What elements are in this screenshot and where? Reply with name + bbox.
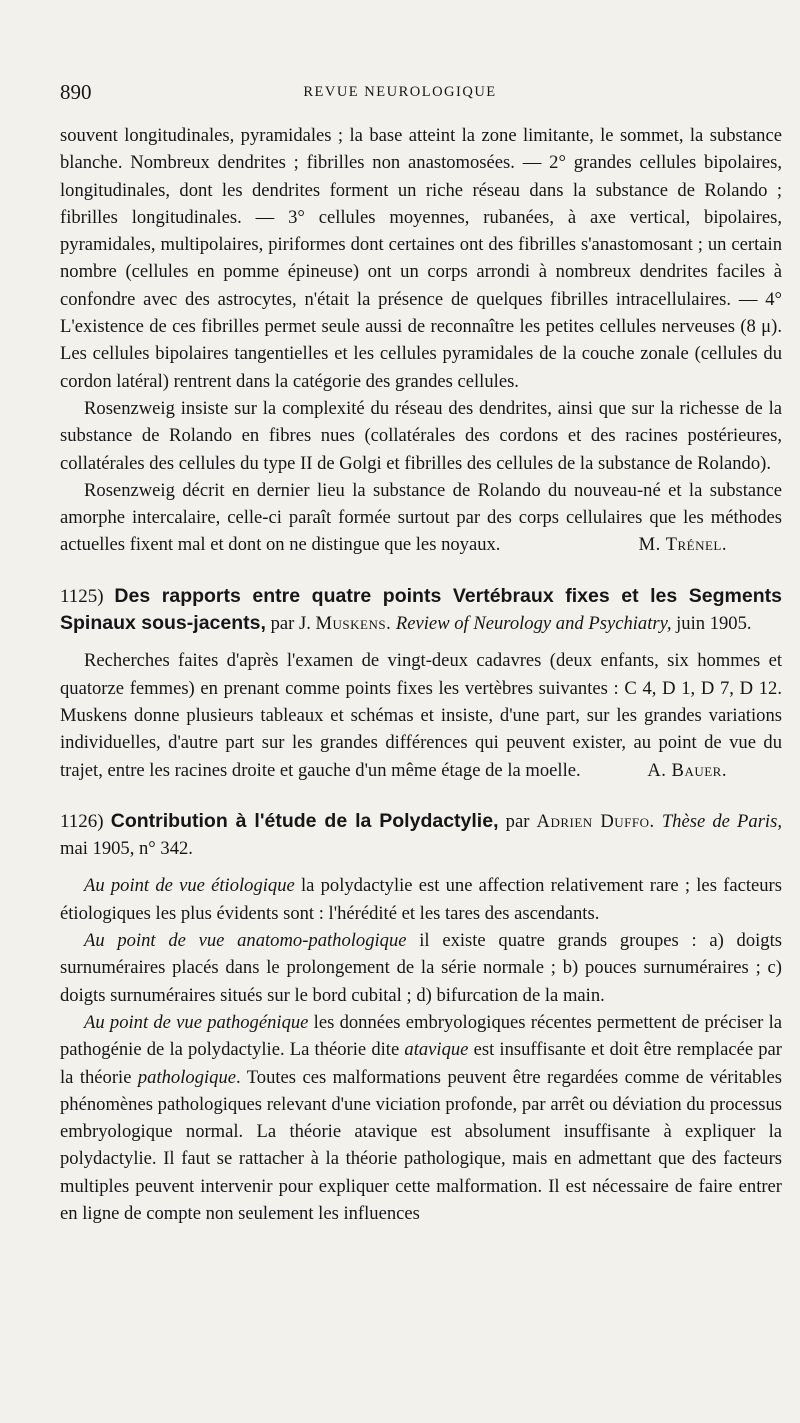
- body-paragraph-3: Rosenzweig décrit en dernier lieu la substance de Rolando du nouveau-né et la substance amorphe intercalaire, celle-ci paraît formée surtout par des corps cellulaires que les méthodes actuelles fixent mal et dont on ne distingue que les noyaux.: [60, 479, 782, 556]
- abstract-1125-heading: [60, 583, 782, 638]
- signature-trenel: M. Trénel.: [638, 534, 727, 556]
- abstract-1125-title: Des rapports entre quatre points Vertébraux fixes et les Segments Spinaux sous-jacents,: [60, 584, 782, 635]
- pathologique-term: pathologique: [137, 1066, 237, 1088]
- abstract-1126-date: mai 1905, n° 342.: [60, 838, 193, 860]
- abstract-1125-number: 1125): [60, 585, 104, 607]
- body-paragraph-1: souvent longitudinales, pyramidales ; la base atteint la zone limitante, le sommet, la substance blanche. Nombreux dendrites ; fibrilles non anastomosées. — 2° grandes cellules bipolaires, longitudinales, dont les dendrites forment un riche réseau dans la substance de Rolando ; fibrilles longitudinales. — 3° cellules moyennes, rubanées, à axe vertical, bipolaires, pyramidales, multipolaires, piriformes dont certaines ont des fibrilles s'anastomosant ; un certain nombre (cellules en pomme épineuse) ont un corps arrondi à nombreux dendrites faciles à confondre avec des astrocytes, n'était la présence de quelques fibrilles intracellulaires. — 4° L'existence de ces fibrilles permet seule aussi de reconnaître les petites cellules nerveuses (8 μ). Les cellules bipolaires tangentielles et les cellules pyramidales de la couche zonale (cellules du cordon latéral) rentrent dans la catégorie des grandes cellules.: [60, 125, 782, 392]
- abstract-1126-title: Contribution à l'étude de la Polydactylie,: [110, 809, 499, 832]
- signature-bauer: A. Bauer.: [647, 759, 727, 781]
- pathogeny-text-b: est insuffisante et doit être remplacée par la théorie: [60, 1039, 782, 1088]
- abstract-1125-body: Recherches faites d'après l'examen de vingt-deux cadavres (deux enfants, six hommes et quatorze femmes) en prenant comme points fixes les vertèbres suivantes : C 4, D 1, D 7, D 12. Muskens donne plusieurs tableaux et schémas et insiste, d'une part, sur les grandes variations individuelles, d'autre part sur les grandes différences qui peuvent exister, au point de vue du trajet, entre les racines droite et gauche d'un même étage de la moelle.: [60, 650, 782, 781]
- abstract-1126-by: par: [505, 810, 530, 832]
- etiology-lead: Au point de vue étiologique: [84, 875, 295, 897]
- abstract-1125-author: Muskens.: [315, 613, 392, 635]
- abstract-1126-number: 1126): [60, 810, 104, 832]
- running-head: REVUE NEUROLOGIQUE: [303, 84, 497, 100]
- page-number: 890: [60, 80, 92, 104]
- abstract-1126-paragraph-2: [60, 927, 782, 1009]
- abstract-1126-author: Adrien Duffo.: [536, 810, 655, 832]
- pathogeny-text-a: les données embryologiques récentes permettent de préciser la pathogénie de la polydactylie. La théorie dite: [60, 1011, 782, 1061]
- abstract-1126-source: Thèse de Paris,: [661, 810, 782, 832]
- body-paragraph-2: Rosenzweig insiste sur la complexité du réseau des dendrites, ainsi que sur la richesse de la substance de Rolando en fibres nues (collatérales des cordons et des racines postérieures, collatérales des cellules du type II de Golgi et fibrilles des cellules de la substance de Rolando).: [60, 397, 782, 474]
- abstract-1125-by: par J.: [270, 613, 311, 635]
- anatomo-lead: Au point de vue anatomo-pathologique: [84, 930, 407, 952]
- abstract-1126-paragraph-3: [60, 1009, 782, 1227]
- abstract-1126-paragraph-1: [60, 872, 782, 927]
- abstract-1126-heading: [60, 808, 782, 863]
- abstract-1125-date: juin 1905.: [676, 613, 752, 635]
- pathogeny-text-c: . Toutes ces malformations peuvent être regardées comme de véritables phénomènes pathologiques relevant d'une viciation profonde, par arrêt ou déviation du processus embryologique normal. La théorie atavique est absolument insuffisante à expliquer la polydactylie. Il faut se rattacher à la théorie pathologique, mais en admettant que des facteurs multiples peuvent intervenir pour expliquer cette malformation. Il est nécessaire de faire entrer en ligne de compte non seulement les influences: [60, 1066, 783, 1224]
- anatomo-text: il existe quatre grands groupes : a) doigts surnuméraires placés dans le prolongement de la série normale ; b) pouces surnuméraires ; c) doigts surnuméraires situés sur le bord cubital ; d) bifurcation de la main.: [60, 930, 783, 1006]
- page-content: [60, 122, 782, 1227]
- etiology-text: la polydactylie est une affection relativement rare ; les facteurs étiologiques les plus évidents sont : l'hérédité et les tares des ascendants.: [60, 875, 782, 924]
- atavique-term: atavique: [404, 1039, 469, 1061]
- abstract-1125-text: [60, 647, 782, 783]
- pathogeny-lead: Au point de vue pathogénique: [84, 1011, 309, 1033]
- page-header: [60, 80, 740, 106]
- abstract-1125-journal: Review of Neurology and Psychiatry,: [395, 613, 672, 635]
